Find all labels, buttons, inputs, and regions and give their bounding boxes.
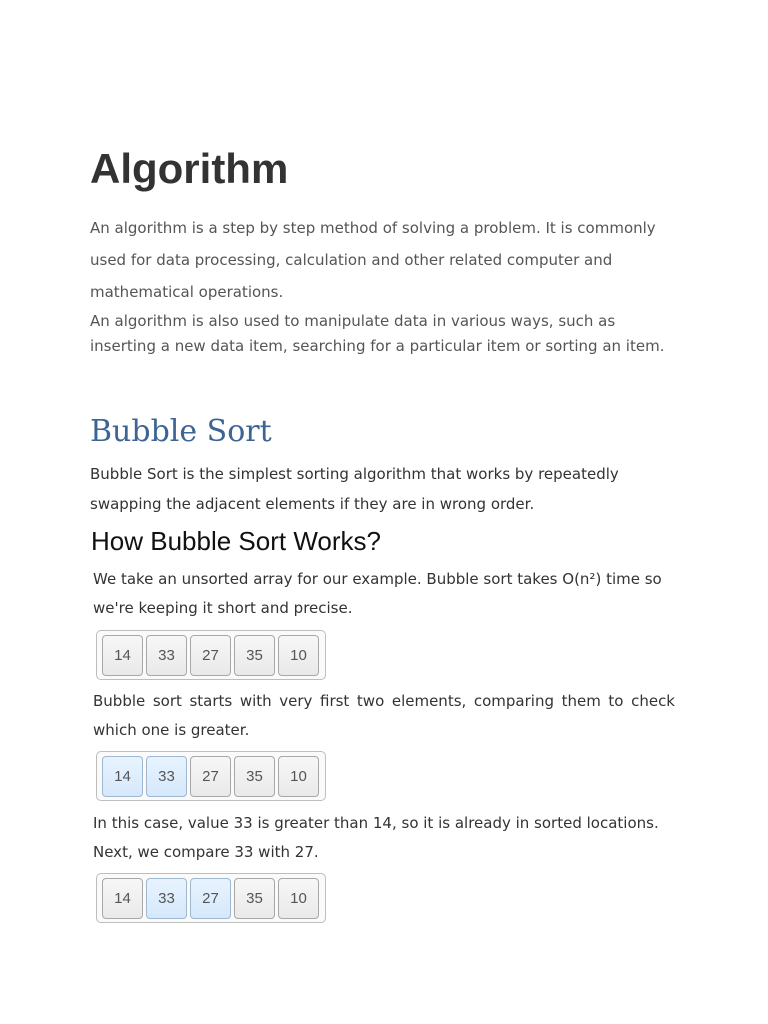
array-cell: 33 [146,635,187,676]
subheading-how-it-works: How Bubble Sort Works? [91,526,381,556]
array-cell: 27 [190,635,231,676]
array-cell: 14 [102,756,143,797]
text-line: In this case, value 33 is greater than 14, so it is already in sorted locations. [93,814,659,832]
text-line: Bubble Sort is the simplest sorting algorithm that works by repeatedly [90,465,619,483]
section-heading-bubble-sort: Bubble Sort [90,414,272,449]
array-diagram-2 [96,751,326,801]
text-line: Next, we compare 33 with 27. [93,843,319,861]
array-cell: 35 [234,756,275,797]
text-line: inserting a new data item, searching for a particular item or sorting an item. [90,337,665,355]
array-cell: 14 [102,878,143,919]
text-line: swapping the adjacent elements if they are in wrong order. [90,495,535,513]
algorithm-paragraph-1 [90,212,656,308]
step-1-text [93,565,662,623]
array-cell: 35 [234,878,275,919]
text-line: An algorithm is also used to manipulate data in various ways, such as [90,312,616,330]
array-cell: 14 [102,635,143,676]
step-2-text: Bubble sort starts with very first two elements, comparing them to check which one is greater. [93,692,675,739]
array-cell: 33 [146,756,187,797]
bubble-sort-intro [90,459,619,519]
text-line: We take an unsorted array for our example. Bubble sort takes O(n²) time so [93,570,662,588]
array-cell: 27 [190,756,231,797]
text-line: An algorithm is a step by step method of solving a problem. It is commonly [90,219,656,237]
array-diagram-3 [96,873,326,923]
array-cell: 10 [278,756,319,797]
page-title: Algorithm [90,145,289,192]
array-diagram-1 [96,630,326,680]
array-cell: 10 [278,878,319,919]
step-3-text [93,809,659,867]
array-cell: 27 [190,878,231,919]
array-cell: 10 [278,635,319,676]
array-cell: 35 [234,635,275,676]
algorithm-paragraph-2 [90,309,664,359]
text-line: mathematical operations. [90,283,284,301]
array-cell: 33 [146,878,187,919]
text-line: we're keeping it short and precise. [93,599,353,617]
text-line: used for data processing, calculation and other related computer and [90,251,613,269]
